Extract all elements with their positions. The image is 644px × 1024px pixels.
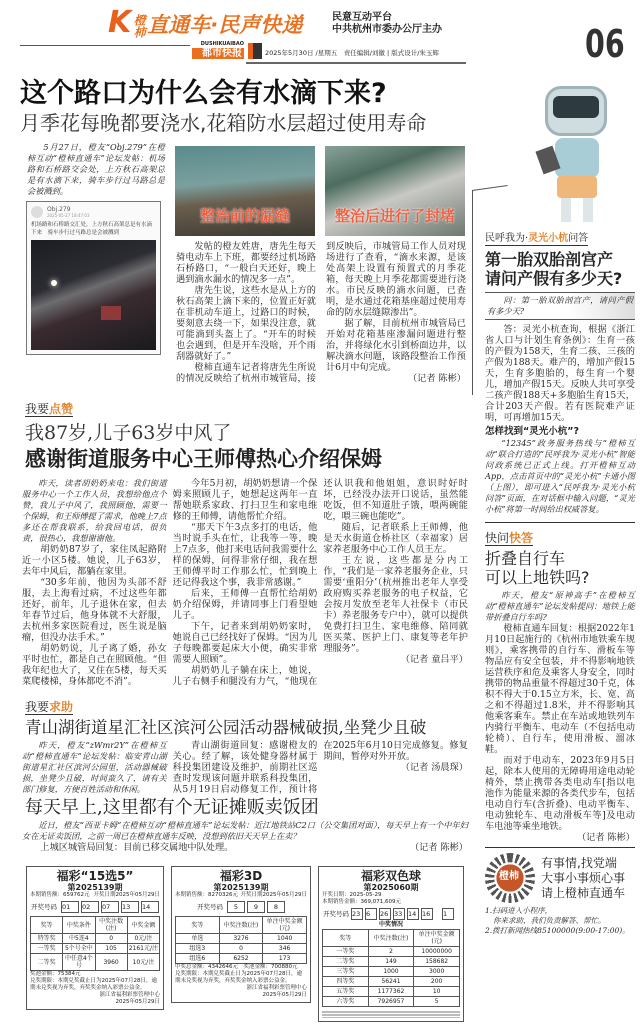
byline: （记者 童吕平）	[400, 654, 468, 665]
a4-title: 每天早上,这里都有个无证摊贩卖饭团	[25, 797, 319, 818]
cell: 二等奖	[323, 957, 369, 967]
paragraph: 王左说，这些都是分内工作，“我们是一家养老服务企业，只需要‘重阳分’（杭州推出老年人享受政府购买养老服务的电子权益，它会按月发放至老年人社保卡（市民卡）养老服务专户中），就可以提供免费打扫卫生、家电维修、陪同就医买菜、医护上门、康复等老年护理服务”。	[323, 555, 468, 654]
th: 中奖金额	[127, 917, 159, 934]
th: 中奖注数(注)	[368, 930, 414, 947]
photo-after-repair	[325, 146, 465, 236]
promo-line: 大事小事烦心事	[541, 870, 626, 885]
brand-title: 直通车·民声快递	[147, 13, 303, 37]
qa-how-title: 怎样找到“灵光小杭”?	[485, 426, 579, 437]
cell: 0	[219, 944, 263, 954]
lottery-title: 福彩双色球	[360, 869, 421, 883]
paragraph: 唐先生说，这些水是从上方的秋石高架上滴下来的，位置正好就在非机动车道上，过路口的时候，要刻意去绕一下，如果没注意，就可能滴到头盔上了。“开车的时候也会遇到，但是开车没啥，开个雨刮器就好了。”	[176, 285, 316, 362]
lottery-issue: 第2025139期	[213, 883, 269, 892]
promo-line: 有事情,找党端	[541, 855, 617, 870]
subheadline-water-drip: 月季花每晚都要浇水,花箱防水层超过使用寿命	[20, 111, 427, 135]
cell: 105	[95, 944, 127, 954]
byline: （记者 陈彬）	[576, 832, 635, 843]
lottery-15x5	[26, 866, 164, 1010]
post-date: 2025-05-27 18:47:03	[47, 213, 90, 218]
qa-title-line2: 请问产假有多少天?	[485, 269, 623, 288]
blue-ball: 1	[442, 908, 454, 920]
paragraph: 据了解，目前杭州市城管局已开始对花箱基座渗漏问题进行整治，并将绿化水引到桥面边井，以解决滴水问题，该路段整治工作预计6月中旬完成。	[326, 318, 466, 373]
qa-title-line1: 第一胎双胎剖宫产	[485, 250, 614, 269]
red-ball: 6	[365, 908, 377, 920]
lottery-date: 开奖日期：2025-05-29	[322, 892, 382, 898]
cell: 1177362	[368, 987, 414, 997]
paragraph: 下午，记者来到胡奶奶家时，她说自己已经找好了保姆。“因为儿子每晚都要起床大小便，确实非常需要人照顾”。	[172, 621, 318, 665]
table-row	[31, 944, 160, 954]
lottery-sales: 本期销售额：659762元	[30, 892, 90, 898]
draw-number: 07	[101, 901, 119, 913]
cell: 组选3	[176, 944, 220, 954]
draw-number: 13	[121, 901, 139, 913]
issuer: 浙江省福利彩票管理中心	[99, 992, 160, 998]
cell: 5个号全中	[63, 944, 95, 954]
red-ball: 16	[421, 908, 433, 920]
cell: 2	[368, 947, 414, 957]
cell: 200	[414, 977, 460, 987]
cell: 六等奖	[323, 997, 369, 1007]
cell: 1000	[368, 967, 414, 977]
table-row	[323, 957, 460, 967]
masthead-sponsor: 中共杭州市委办公厅主办	[332, 24, 442, 35]
table-row	[176, 944, 307, 954]
right-sidebar	[485, 232, 635, 936]
cell: 四等奖	[323, 977, 369, 987]
th: 奖等	[31, 917, 63, 934]
promo-instruction: 1.扫码进入小程序，	[485, 906, 553, 915]
paragraph: 昨天，橙友“原神高手”在橙柿互动“橙柿直通车”论坛发帖提问：地铁上能带折叠自行车吗?	[485, 590, 635, 622]
prize-table	[30, 916, 160, 971]
draw-number: 14	[141, 901, 159, 913]
lottery-title: 福彩3D	[219, 869, 263, 883]
cell: 7926957	[368, 997, 414, 1007]
issue-date: 2025年05月29日	[115, 999, 160, 1005]
kicker-text: 快问	[485, 531, 510, 545]
brand-k-mark: K	[108, 5, 132, 40]
bike-title-line2: 可以上地铁吗?	[485, 568, 590, 587]
a2-body	[22, 478, 468, 687]
cell: 10000000	[414, 947, 460, 957]
post-photo-overpass	[31, 240, 156, 350]
th: 单注中奖金额(元)	[414, 930, 460, 947]
cell: 一等奖	[323, 947, 369, 957]
paragraph: “30多年前，他因为头部不舒服，去上海看过病，不过这些年都还好，前年，儿子退休在家，但去年春节过后，他身体就不大舒服，去杭州多家医院看过，医生说是脑瘤，但没办法手术。”	[22, 577, 167, 643]
cell: 特等奖	[31, 934, 63, 944]
redemption-note: 兑奖期限：本期兑奖截止日为2025年07月28日，逾期未兑奖视为弃奖，弃奖奖金纳入彩票公益金。	[175, 971, 302, 984]
cell: 3276	[219, 934, 263, 944]
draw-label: 开奖号码	[323, 910, 349, 918]
cell: 0元/注	[127, 934, 159, 944]
paragraph: 橙柿直通车回复：根据2022年1月10日起施行的《杭州市地铁乘车规则》，乘客携带的自行车、滑板车等物品应有安全包装，并不得影响地铁运营秩序和危及乘客人身安全，同时携带的物品重量不得超过30千克，体积不得大于0.15立方米，长、宽、高之和不得超过1.8米，并不得影响其他乘客乘车。禁止在车站或地铁列车内骑行平衡车、电动车（不包括电动轮椅）、自行车，使用滑板、溜冰鞋。	[485, 623, 635, 755]
lottery-date: 开奖日期2025年05月29日	[93, 892, 160, 898]
th: 奖等	[323, 930, 369, 947]
draw-number: 5	[227, 901, 245, 913]
cell: 组选6	[176, 954, 220, 964]
lottery-double-color-ball	[318, 866, 464, 1022]
qa-kicker	[485, 232, 588, 246]
kicker-text: 问答	[568, 233, 589, 244]
qa-question: 问：第一胎双胎剖宫产，请问产假有多少天?	[487, 295, 633, 316]
kicker-highlight: 求助	[49, 700, 74, 714]
red-ball: 14	[407, 908, 419, 920]
header-rule-right	[246, 62, 466, 64]
qa-answer: 答：灵光小杭查询，根据《浙江省人口与计划生育条例》：生育一孩的产假为158天，生育二孩、三孩的产假为188天。难产的，增加产假15天，生育多胞胎的，每生育一个婴儿，增加产假15天。反映人共可享受二孩产假188天+多胞胎生育15天，合计203天产假。若有医院难产证明，可再增加15天。	[485, 324, 635, 423]
kicker-text: 我要	[25, 402, 50, 416]
paragraph: 胡奶奶说，儿子离了婚，孙女平时也忙，都是自己在照顾他。“但我年纪也大了，又住在5楼，每天买菜爬楼梯，身体都吃不消”。	[22, 643, 167, 687]
issuer: 浙江省福利彩票管理中心	[246, 985, 307, 991]
praise-kicker	[25, 402, 73, 417]
th: 中奖注数(注)	[219, 917, 263, 934]
cell: 二等奖	[31, 954, 63, 971]
results-subtitle: 中奖情况	[378, 921, 403, 928]
lottery-title: 福彩“15选5”	[56, 869, 134, 883]
th: 奖等	[176, 917, 220, 934]
table-row	[31, 934, 160, 944]
photo-before-repair	[175, 146, 315, 236]
cell: 0	[95, 934, 127, 944]
draw-number: 02	[81, 901, 99, 913]
issue-date: 2025年05月29日	[262, 992, 307, 998]
fine-print	[322, 1010, 460, 1018]
byline: （记者 陈彬）	[409, 842, 468, 853]
table-row	[323, 967, 460, 977]
a3-title: 青山湖街道星汇社区滨河公园活动器械破损,坐凳少且破	[25, 718, 427, 737]
a2-title-line2: 感谢街道服务中心王师傅热心介绍保姆	[25, 447, 382, 471]
masthead-logo	[108, 5, 303, 40]
a1-body	[176, 241, 466, 384]
paper-k-logo	[248, 43, 262, 59]
avatar	[31, 206, 43, 218]
mini-program-qr-code[interactable]	[485, 853, 535, 903]
redemption-note: 兑奖期限：本期兑奖截止日为2025年07月28日，逾期未兑奖视为弃奖，弃奖奖金纳入彩票公益金。	[30, 978, 157, 991]
divider	[485, 522, 635, 523]
a2-title-line1: 我87岁,儿子63岁中风了	[25, 422, 232, 444]
lottery-date: 开奖日期2025年05月29日	[240, 892, 307, 898]
cell: 五等奖	[323, 987, 369, 997]
cell: 10	[414, 987, 460, 997]
dateline: 2025年5月30日 /星期五 责任编辑/刘徽 | 版式设计/朱玉辉	[265, 49, 439, 57]
cell: 149	[368, 957, 414, 967]
page-number: 06	[585, 22, 625, 66]
qa-how-text: “12345”政务服务热线与“橙柿互动”联合打造的“民呼我为·灵光小杭”智能问政系统已正式上线。打开橙柿互动App，点击首页中的“灵光小杭”卡通小图（上图），即可进入“民呼我为·灵光小杭问答”页面，在对话框中输入问题，“灵光小杭”将第一时间给出权威答复。	[485, 438, 635, 514]
cell: 10元/注	[127, 954, 159, 971]
cell: 一等奖	[31, 944, 63, 954]
promo-line: 请上橙柿直通车	[541, 885, 626, 900]
kicker-text: 民呼我为·	[485, 233, 529, 244]
prize-table	[175, 916, 307, 964]
table-row	[176, 934, 307, 944]
brand-small: 橙柿	[132, 14, 147, 38]
cell: 173	[263, 954, 307, 964]
paragraph: 发帖的橙友姓唐，唐先生每天骑电动车上下班，都要经过机场路石桥路口，“一般白天还好，晚上遇到滴水漏水的情况多一点”。	[176, 241, 316, 285]
paragraph: 而对于电动车，2023年9月5日起，除本人使用的无障碍用途电动轮椅外，禁止携带各类电动车[指以电池作为能量来源的各类代步车，包括电动自行车(含折叠)、电动平衡车、电动独轮车、电动滑板车等]及电动车电池等乘坐地铁。	[485, 755, 635, 832]
header-rule	[20, 45, 190, 46]
cell: 346	[263, 944, 307, 954]
cell: 5	[414, 997, 460, 1007]
byline: （记者 陈彬）	[407, 373, 466, 384]
paragraph: 上城区城管局回复：目前已移交属地中队处理。	[40, 842, 234, 853]
bike-body	[485, 590, 635, 843]
qr-logo-text: 橙柿	[499, 871, 519, 882]
news-hotline: 2.拨打新闻热线85100000(9:00-17:00)。	[485, 926, 630, 935]
paragraph: 昨天，读者胡奶奶来电：我们街道服务中心一个工作人员，我想给他点个赞，我儿子中风了，我照顾他，需要一个保姆，和王师傅提了需求，他晚上7点多还在帮我联系，给我回电话，很负责，很热心，我想谢谢他。	[22, 478, 167, 543]
divider	[485, 847, 635, 848]
kicker-highlight: 快答	[509, 531, 534, 545]
lottery-3d	[171, 866, 311, 1003]
draw-number: 01	[61, 901, 79, 913]
paper-pinyin: DUSHIKUAIBAO	[200, 41, 244, 47]
cell: 6252	[219, 954, 263, 964]
photo-caption: 整治后进行了封堵	[334, 207, 455, 225]
paragraph: “那天下午3点多打的电话，他当时说手头在忙，让我等一等，晚上7点多，他打来电话问我需要什么样的保姆，问得非常仔细，我在想王师傅平时工作那么忙，忙到晚上还记得我这个事，我非常感谢。”	[172, 522, 318, 588]
th: 单注中奖金额(元)	[263, 917, 307, 934]
cell: 56241	[368, 977, 414, 987]
byline: （记者 汤晨琛）	[400, 762, 468, 773]
paragraph: 橙柿直通车记者将唐先生所说的情况反映给了杭州市城管局，接到反映后，市城管局工作人员对现场进行了查看，“滴水来源，是该处高架上设置有预置式的月季花箱，每天晚上月季花都需要进行浇水。市民反映的滴水问题，已查明，是水通过花箱基座超过使用寿命的防水层缝隙渗出”。	[176, 241, 466, 384]
paragraph: 今年5月初，胡奶奶想请一个保姆来照顾儿子，她想起这两年一直帮她联系家政、打扫卫生和家电维修的王师傅，请他帮忙介绍。	[172, 478, 318, 522]
table-row	[323, 947, 460, 957]
prize-table	[322, 929, 460, 1007]
cell: 1040	[263, 934, 307, 944]
forum-post-screenshot	[26, 201, 161, 355]
lottery-sales: 本期销售金额：369,071,609元	[322, 899, 401, 905]
paper-name: 都市快报	[192, 48, 244, 59]
table-row	[323, 987, 460, 997]
kicker-highlight: 灵光小杭	[528, 233, 569, 244]
cell: 2161元/注	[128, 945, 159, 952]
draw-label: 开奖号码	[197, 903, 223, 911]
cell: 单选	[176, 934, 220, 944]
red-ball: 33	[393, 908, 405, 920]
th: 中奖注数(注)	[95, 917, 127, 934]
cell: 3960	[95, 954, 127, 971]
paragraph: 昨天，橙友“zWmr2Y”在橙柿互动“橙柿直通车”论坛发帖：临安青山湖街道星汇社区滨河公园里，活动器械破损，坐凳少且破，时间蛮久了，请有关部门修复，方便百姓活动和休闲。	[22, 740, 167, 794]
cell: 三等奖	[323, 967, 369, 977]
red-ball: 26	[379, 908, 391, 920]
red-ball: 23	[351, 908, 363, 920]
mascot-robot-illustration	[525, 76, 635, 228]
prize-pool: 奖池金额：75384元	[30, 971, 81, 977]
table-row	[323, 977, 460, 987]
connector-line	[472, 185, 508, 191]
qa-question-box	[485, 292, 635, 320]
draw-number: 9	[247, 901, 265, 913]
table-row	[176, 954, 307, 964]
a4-body	[22, 820, 468, 853]
table-row	[323, 997, 460, 1007]
lottery-issue: 第2025060期	[363, 883, 419, 892]
paragraph: 随后，记者联系上王师傅，他是天水街道仓桥社区（幸福家）居家养老服务中心工作人员王左。	[323, 522, 468, 555]
help-kicker	[25, 700, 73, 715]
paragraph: 胡奶奶儿子躺在床上，她说，儿子右侧手和腿没有力气，“他现在还认识我和他姐姐，意识时好时坏，已经没办法开口说话，虽然能吃饭，但不知道肚子饿，喂两碗能吃，喂三碗也能吃”。	[172, 478, 468, 687]
a1-intro: 5月27日，橙友“Obj.279”在橙柿互动“橙柿直通车”论坛发帖：机场路和石桥路交会处，上方秋石高架总是有水滴下来，骑车步行过马路总是会被溅到。	[27, 142, 165, 196]
post-text: 机场路和石桥路交汇处，上方秋石高架总是有水滴下来 骑车步行过马路总是会被溅到	[31, 222, 153, 236]
lottery-sales: 本期销售额：8270326元	[175, 892, 238, 898]
lottery-issue: 第2025139期	[67, 883, 123, 892]
paragraph: 后来，王师傅一直帮忙给胡奶奶介绍保姆，并请同事上门看望她儿子。	[172, 588, 318, 621]
cell: 中5连4	[63, 934, 95, 944]
kicker-text: 我要	[25, 700, 50, 714]
masthead-tagline: 民意互动平台	[332, 12, 392, 23]
column-divider	[472, 190, 473, 395]
table-row	[31, 954, 160, 971]
bike-kicker	[485, 531, 533, 546]
post-username: Obj.279	[47, 206, 71, 213]
kicker-highlight: 点赞	[49, 402, 74, 416]
bike-title-line1: 折叠自行车	[485, 549, 566, 568]
promo-instruction: 你来求助，我们负责解答、帮忙。	[493, 916, 606, 925]
paragraph: 青山湖街道回复：感谢橙友的关心。经了解，该处健身器材属于科投集团建设及维护，前期社区巡查时发现该问题并联系科投集团，从5月19日启动修复工作，预计将在2025年6月10日完成修复。修复期间，暂停对外开放。	[172, 740, 468, 795]
th: 中奖条件	[63, 917, 95, 934]
cell: 中任意4个号	[63, 954, 95, 971]
cell: 158682	[414, 957, 460, 967]
paragraph: 近日，橙友“西亚卡姆”在橙柿互动“橙柿直通车”论坛发帖：近江地铁站C2口（公交集团对面），每天早上有一个中年妇女在无证卖饭团，之前一周已在橙柿直通车反映，没想到依旧天天早上在卖？	[22, 820, 468, 841]
paragraph: 胡奶奶87岁了，家住凤起路附近一小区5楼。她说，儿子63岁，去年中风后，都躺在家里。	[22, 544, 167, 577]
photo-caption: 整治前的漏缝	[199, 207, 290, 225]
cell: 3000	[414, 967, 460, 977]
draw-label: 开奖号码	[31, 903, 57, 911]
a3-body	[22, 740, 468, 795]
headline-water-drip: 这个路口为什么会有水滴下来?	[20, 78, 387, 109]
prize-pool: 中奖总金额：4342646元 奖池金额：700880元	[175, 964, 298, 970]
draw-number: 8	[267, 901, 285, 913]
